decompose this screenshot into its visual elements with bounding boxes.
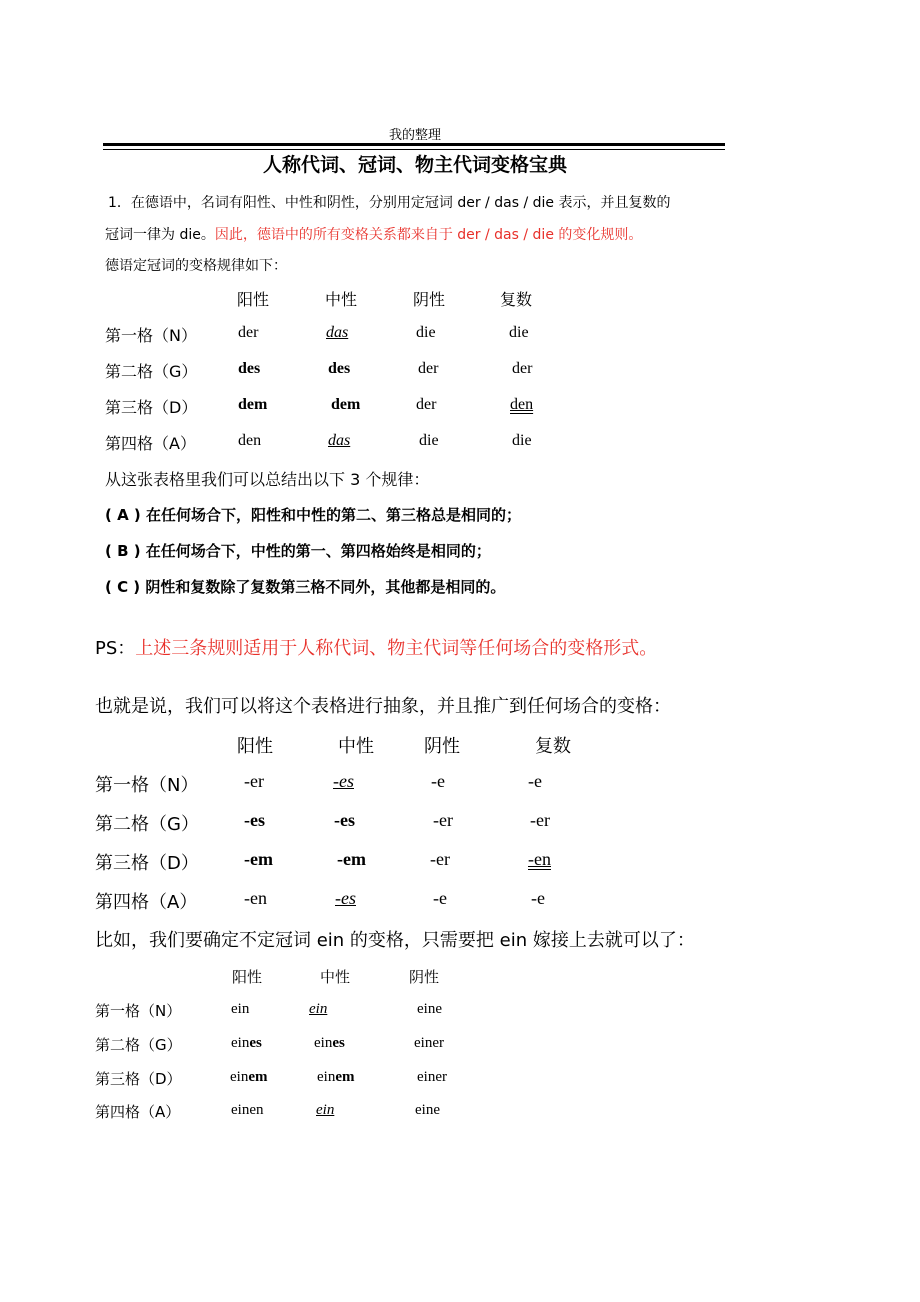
t3-cell: einer — [417, 1069, 447, 1085]
rule-c: ( C ) 阴性和复数除了复数第三格不同外，其他都是相同的。 — [105, 578, 506, 596]
t1-cell: das — [328, 432, 351, 449]
t2-row-label: 第二格（G） — [95, 814, 199, 835]
t3-cell: einer — [414, 1035, 444, 1051]
t1-cell: den — [510, 396, 534, 413]
t1-cell: die — [416, 324, 436, 341]
intro-line-3: 德语定冠词的变格规律如下： — [105, 258, 287, 274]
t1-cell: das — [326, 324, 349, 341]
document-title: 人称代词、冠词、物主代词变格宝典 — [262, 154, 567, 176]
t2-header-plural: 复数 — [535, 736, 571, 757]
t1-header-neuter: 中性 — [325, 290, 358, 309]
t2-cell: -e — [431, 771, 445, 791]
t3-cell: einen — [231, 1102, 264, 1118]
t1-cell: dem — [238, 396, 268, 413]
t3-header-feminine: 阴性 — [409, 968, 440, 986]
t3-row-label: 第一格（N） — [95, 1002, 182, 1020]
t2-row-label: 第四格（A） — [95, 892, 198, 913]
t1-cell: des — [238, 360, 261, 377]
rule-a: ( A ) 在任何场合下，阳性和中性的第二、第三格总是相同的； — [105, 506, 521, 524]
t3-cell: eines — [314, 1035, 345, 1051]
t2-cell: -er — [530, 810, 550, 830]
ps-label: PS： — [95, 638, 136, 659]
abstract-intro: 也就是说，我们可以将这个表格进行抽象，并且推广到任何场合的变格： — [95, 696, 671, 717]
t3-cell: eine — [417, 1001, 442, 1017]
rule-b: ( B ) 在任何场合下，中性的第一、第四格始终是相同的； — [105, 542, 491, 560]
t3-cell: eines — [231, 1035, 262, 1051]
t1-cell: der — [416, 396, 437, 413]
t2-cell: -e — [531, 888, 545, 908]
ps-text: 上述三条规则适用于人称代词、物主代词等任何场合的变格形式。 — [135, 638, 658, 659]
intro-line-2 — [105, 224, 642, 244]
t3-cell: ein — [231, 1001, 250, 1017]
t1-cell: der — [418, 360, 439, 377]
t2-cell: -es — [333, 771, 354, 791]
t1-cell: die — [509, 324, 529, 341]
t3-header-masculine: 阳性 — [232, 968, 263, 986]
t1-row-label: 第二格（G） — [105, 362, 198, 381]
t3-cell: einem — [230, 1069, 268, 1085]
ps-note — [95, 634, 657, 660]
summary-line: 从这张表格里我们可以总结出以下 3 个规律： — [105, 470, 430, 489]
t3-row-label: 第四格（A） — [95, 1103, 181, 1121]
t1-cell: der — [238, 324, 259, 341]
t2-header-feminine: 阴性 — [424, 736, 460, 757]
t1-row-label: 第三格（D） — [105, 398, 198, 417]
intro-line-2-black: 冠词一律为 die。 — [105, 227, 215, 243]
t2-header-neuter: 中性 — [338, 736, 374, 757]
intro-line-2-red: 因此，德语中的所有变格关系都来自于 der / das / die 的变化规则。 — [214, 227, 643, 243]
t2-cell: -es — [334, 810, 355, 830]
t1-row-label: 第四格（A） — [105, 434, 196, 453]
t1-header-plural: 复数 — [500, 290, 533, 309]
t2-cell: -em — [337, 849, 366, 869]
t2-header-masculine: 阳性 — [237, 736, 273, 757]
t3-header-neuter: 中性 — [320, 968, 351, 986]
t1-cell: die — [512, 432, 532, 449]
t3-cell: eine — [415, 1102, 440, 1118]
t3-cell: ein — [309, 1001, 328, 1017]
t3-row-label: 第二格（G） — [95, 1036, 182, 1054]
page-header: 我的整理 — [388, 128, 441, 143]
t2-row-label: 第三格（D） — [95, 853, 199, 874]
t3-cell: einem — [317, 1069, 355, 1085]
t2-cell: -e — [433, 888, 447, 908]
t3-row-label: 第三格（D） — [95, 1070, 182, 1088]
t1-header-masculine: 阳性 — [237, 290, 270, 309]
intro-line-1: 1．在德语中，名词有阳性、中性和阴性，分别用定冠词 der / das / die 表示，并且复数的 — [108, 195, 671, 211]
t1-cell: des — [328, 360, 351, 377]
t1-cell: die — [419, 432, 439, 449]
t2-cell: -er — [244, 771, 264, 791]
t2-row-label: 第一格（N） — [95, 775, 199, 796]
t1-cell: dem — [331, 396, 361, 413]
t2-cell: -es — [335, 888, 356, 908]
t1-row-label: 第一格（N） — [105, 326, 197, 345]
t3-cell: ein — [316, 1102, 335, 1118]
t2-cell: -en — [528, 849, 551, 869]
header-rule-thick — [103, 143, 725, 146]
t1-cell: der — [512, 360, 533, 377]
t2-cell: -er — [430, 849, 450, 869]
t2-cell: -en — [244, 888, 267, 908]
t1-cell: den — [238, 432, 262, 449]
t2-cell: -er — [433, 810, 453, 830]
t2-cell: -em — [244, 849, 273, 869]
t1-header-feminine: 阴性 — [413, 290, 446, 309]
t2-cell: -e — [528, 771, 542, 791]
t2-cell: -es — [244, 810, 265, 830]
example-intro: 比如，我们要确定不定冠词 ein 的变格，只需要把 ein 嫁接上去就可以了： — [95, 930, 695, 951]
